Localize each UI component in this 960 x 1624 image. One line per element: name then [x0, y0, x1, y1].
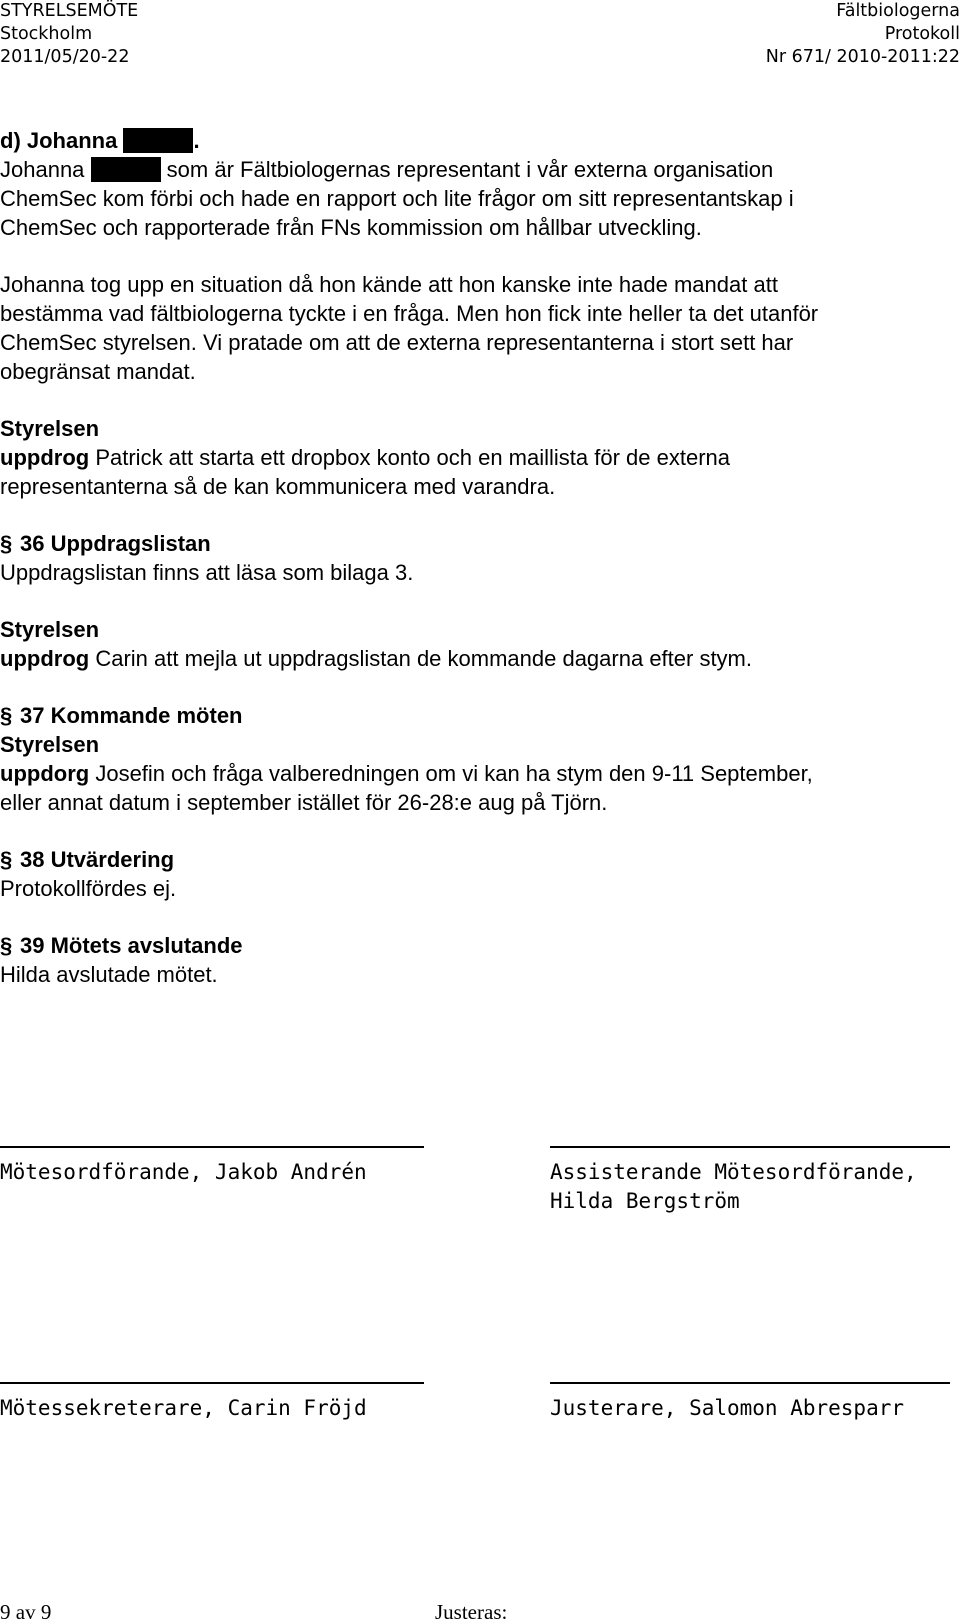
page-number: 9 av 9	[0, 1600, 52, 1624]
organization-name: Fältbiologerna	[836, 1, 960, 21]
section-d-paragraph-2: Johanna tog upp en situation då hon kände att hon kanske inte hade mandat att bestämma vad fältbiologerna tyckte i en fråga. Men hon fick inte heller ta det utanför ChemSec styrelsen. Vi pratade om att de externa representanterna i stort sett har obegränsat mandat.	[0, 272, 819, 384]
section-37-decision: Styrelsen uppdorg Josefin och fråga valberedningen om vi kan ha stym den 9-11 September, eller annat datum i september istället för 26-28:e aug på Tjörn.	[0, 732, 813, 815]
section-38-text: Protokollfördes ej.	[0, 876, 177, 901]
signature-secretary	[0, 1382, 424, 1423]
signature-line	[550, 1382, 950, 1384]
header-left	[0, 0, 138, 69]
paragraph-icon: §	[0, 933, 13, 958]
meeting-location: Stockholm	[0, 24, 93, 44]
header-right	[766, 0, 960, 69]
document-body	[0, 126, 960, 989]
signature-adjuster-label: Justerare, Salomon Abresparr	[550, 1396, 905, 1420]
signature-chair-label: Mötesordförande, Jakob Andrén	[0, 1160, 367, 1184]
justeras-label: Justeras:	[435, 1600, 508, 1624]
signature-assistant-name: Hilda Bergström	[550, 1189, 740, 1213]
signature-line	[0, 1382, 424, 1384]
section-36-text: Uppdragslistan finns att läsa som bilaga 3.	[0, 560, 414, 585]
signature-chair	[0, 1146, 424, 1187]
document-type: Protokoll	[884, 24, 960, 44]
signature-secretary-label: Mötessekreterare, Carin Fröjd	[0, 1396, 367, 1420]
redaction-box	[91, 157, 161, 182]
section-36-decision: Styrelsen uppdrog Carin att mejla ut uppdragslistan de kommande dagarna efter stym.	[0, 617, 752, 671]
paragraph-icon: §	[0, 703, 13, 728]
signature-assistant-label: Assisterande Mötesordförande,	[550, 1160, 917, 1184]
meeting-type: STYRELSEMÖTE	[0, 1, 139, 21]
section-39-text: Hilda avslutade mötet.	[0, 962, 218, 987]
section-37-title: § 37 Kommande möten	[0, 703, 243, 728]
section-d-decision: Styrelsen uppdrog Patrick att starta ett dropbox konto och en maillista för de externa representanterna så de kan kommunicera med varandra.	[0, 416, 730, 499]
document-number: Nr 671/ 2010-2011:22	[765, 47, 960, 67]
paragraph-icon: §	[0, 847, 13, 872]
signature-assistant-chair	[550, 1146, 950, 1216]
meeting-date: 2011/05/20-22	[0, 47, 130, 67]
section-38-title: § 38 Utvärdering	[0, 847, 175, 872]
signature-adjuster	[550, 1382, 950, 1423]
paragraph-icon: §	[0, 531, 13, 556]
signature-line	[550, 1146, 950, 1148]
section-39-title: § 39 Mötets avslutande	[0, 933, 243, 958]
redaction-box	[123, 128, 193, 153]
section-36-title: § 36 Uppdragslistan	[0, 531, 211, 556]
signature-line	[0, 1146, 424, 1148]
section-d-title: d) Johanna .	[0, 128, 200, 153]
section-d-paragraph-1: Johanna som är Fältbiologernas representant i vår externa organisation ChemSec kom förbi och hade en rapport och lite frågor om sitt representantskap i ChemSec och rapporterade från FNs kommission om hållbar utveckling.	[0, 157, 794, 240]
